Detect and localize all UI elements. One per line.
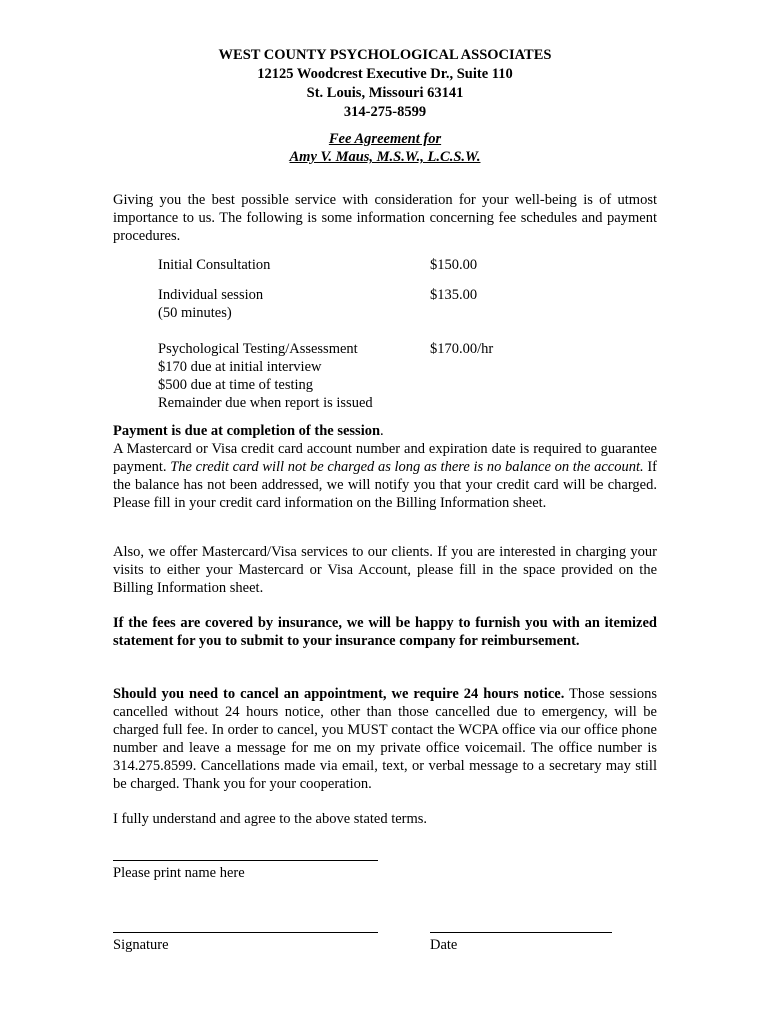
payment-text-1: A Mastercard or Visa credit card account number and expiration date is required to guarantee payment. bbox=[113, 441, 657, 475]
signature-line[interactable] bbox=[113, 932, 378, 933]
cancellation-heading: Should you need to cancel an appointment, we require 24 hours notice. bbox=[113, 686, 565, 702]
document-title bbox=[0, 130, 770, 166]
fee-label-testing: Psychological Testing/Assessment bbox=[158, 341, 358, 357]
org-name: WEST COUNTY PSYCHOLOGICAL ASSOCIATES bbox=[218, 47, 552, 63]
payment-paragraph bbox=[113, 422, 657, 512]
payment-heading: Payment is due at completion of the session bbox=[113, 423, 381, 439]
fee-detail-testing-1: $170 due at initial interview bbox=[158, 359, 322, 375]
fee-price-initial-consultation: $150.00 bbox=[430, 257, 478, 273]
fee-detail-testing-3: Remainder due when report is issued bbox=[158, 395, 373, 411]
signature-label: Signature bbox=[113, 937, 169, 953]
fee-detail-testing-2: $500 due at time of testing bbox=[158, 377, 314, 393]
payment-italic-note: The credit card will not be charged as long as there is no balance on the account. bbox=[170, 459, 644, 475]
fee-label-individual-session: Individual session bbox=[158, 287, 264, 303]
payment-heading-end: . bbox=[380, 423, 384, 439]
card-services-paragraph: Also, we offer Mastercard/Visa services to our clients. If you are interested in charging your visits to either your Mastercard or Visa Account, please fill in the space provided on the Billing Information sheet. bbox=[113, 544, 657, 596]
cancellation-paragraph bbox=[113, 685, 657, 793]
title-line-1: Fee Agreement for bbox=[328, 131, 442, 147]
insurance-paragraph: If the fees are covered by insurance, we will be happy to furnish you with an itemized statement for you to submit to your insurance company for reimbursement. bbox=[113, 615, 657, 649]
letterhead bbox=[0, 46, 770, 122]
address-line-1: 12125 Woodcrest Executive Dr., Suite 110 bbox=[257, 66, 513, 82]
fee-detail-session-length: (50 minutes) bbox=[158, 305, 232, 321]
agreement-statement: I fully understand and agree to the above stated terms. bbox=[113, 811, 428, 827]
phone-number: 314-275-8599 bbox=[343, 104, 427, 120]
intro-paragraph: Giving you the best possible service with consideration for your well-being is of utmost importance to us. The following is some information concerning fee schedules and payment procedures. bbox=[113, 192, 657, 244]
payment-text-2: If the balance has not been addressed, we will notify you that your credit card will be charged. Please fill in your credit card information on the Billing Information sheet. bbox=[113, 459, 657, 511]
cancellation-text: Those sessions cancelled without 24 hours notice, other than those cancelled due to emergency, will be charged full fee. In order to cancel, you MUST contact the WCPA office via our office phone number and leave a message for me on my private office voicemail. The office number is 314.275.8599. Cancellations made via email, text, or verbal message to a secretary may still be charged. Thank you for your cooperation. bbox=[113, 686, 657, 792]
date-line[interactable] bbox=[430, 932, 612, 933]
address-line-2: St. Louis, Missouri 63141 bbox=[306, 85, 464, 101]
print-name-line[interactable] bbox=[113, 860, 378, 861]
title-line-2: Amy V. Maus, M.S.W., L.C.S.W. bbox=[289, 149, 481, 165]
date-label: Date bbox=[430, 937, 458, 953]
print-name-label: Please print name here bbox=[113, 865, 245, 881]
fee-price-individual-session: $135.00 bbox=[430, 287, 478, 303]
fee-label-initial-consultation: Initial Consultation bbox=[158, 257, 271, 273]
fee-price-testing: $170.00/hr bbox=[430, 341, 494, 357]
